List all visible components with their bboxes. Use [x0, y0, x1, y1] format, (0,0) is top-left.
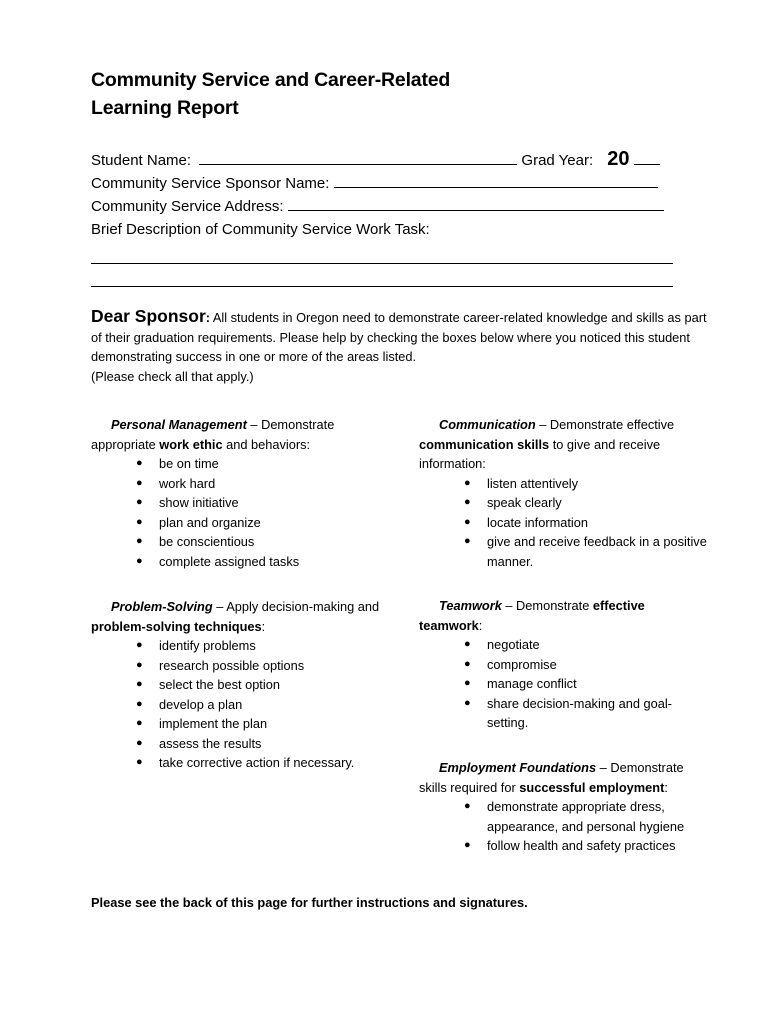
list-item [419, 513, 709, 533]
footer-note: Please see the back of this page for further instructions and signatures. [91, 895, 528, 910]
grad-year-label: Grad Year: [521, 152, 594, 169]
sponsor-instructions [91, 307, 711, 386]
sponsor-name-field[interactable] [334, 172, 658, 188]
list-item-text: plan and organize [159, 514, 261, 530]
grad-year-prefix: 20 [607, 148, 630, 170]
student-name-row [91, 148, 691, 172]
section-title: Problem-Solving [111, 599, 213, 614]
list-item [91, 474, 381, 494]
dear-sponsor-heading: Dear Sponsor [91, 306, 206, 326]
bullet-icon: ● [136, 717, 143, 729]
list-item [419, 836, 709, 856]
bullet-icon: ● [464, 496, 471, 508]
list-item [419, 797, 709, 836]
list-item-text: research possible options [159, 657, 305, 673]
list-item-text: give and receive feedback in a positive manner. [487, 534, 707, 569]
page-title [91, 66, 450, 122]
section-desc: – Demonstrate effective [535, 417, 675, 432]
problem-solving-list [91, 636, 381, 773]
section-title: Communication [439, 417, 536, 432]
list-item [91, 695, 381, 715]
section-desc-end: : [261, 618, 266, 634]
list-item-text: manage conflict [487, 676, 577, 691]
bullet-icon: ● [136, 639, 143, 651]
address-row [91, 195, 691, 218]
communication-heading [419, 415, 709, 474]
list-item [419, 493, 709, 513]
address-label: Community Service Address: [91, 198, 284, 215]
list-item-text: complete assigned tasks [159, 553, 300, 569]
section-desc-end: : [664, 779, 668, 795]
grad-year-field[interactable] [634, 149, 660, 165]
bullet-icon: ● [136, 457, 143, 469]
list-item-text: demonstrate appropriate dress, appearance, and personal hygiene [487, 799, 685, 834]
problem-solving-heading [91, 597, 381, 636]
list-item-text: take corrective action if necessary. [159, 755, 355, 770]
address-field[interactable] [288, 195, 664, 211]
bullet-icon: ● [136, 658, 143, 671]
description-field-line-1[interactable] [91, 241, 673, 264]
section-keyword: effective teamwork [419, 598, 645, 633]
list-item [419, 532, 709, 571]
employment-foundations-heading [419, 758, 709, 797]
bullet-icon: ● [464, 638, 471, 650]
bullet-icon: ● [136, 736, 143, 749]
list-item [419, 655, 709, 675]
section-desc: – Demonstrate [501, 598, 593, 613]
teamwork-list [419, 635, 709, 733]
list-item-text: identify problems [159, 638, 256, 653]
instructions-paragraph [91, 307, 711, 367]
list-item-text: implement the plan [159, 716, 268, 731]
description-row [91, 218, 691, 241]
student-name-field[interactable] [199, 149, 517, 165]
list-item-text: share decision-making and goal-setting. [487, 695, 672, 730]
section-desc-end: and behaviors: [222, 436, 311, 452]
teamwork-heading [419, 596, 709, 635]
communication-list [419, 474, 709, 572]
dear-sponsor-colon: : [205, 310, 211, 325]
bullet-icon: ● [136, 476, 143, 489]
personal-management-heading [91, 415, 381, 454]
section-desc: – Apply decision-making and [212, 599, 380, 614]
list-item [91, 734, 381, 754]
bullet-icon: ● [464, 476, 471, 489]
list-item [91, 454, 381, 474]
title-line-1: Community Service and Career-Related [91, 69, 451, 91]
bullet-icon: ● [136, 678, 143, 690]
student-name-label: Student Name: [91, 152, 192, 169]
personal-management-box [91, 415, 381, 571]
bullet-icon: ● [136, 554, 143, 567]
list-item [91, 675, 381, 695]
description-label: Brief Description of Community Service Work Task: [91, 221, 430, 238]
section-keyword: work ethic [159, 436, 223, 452]
list-item [91, 714, 381, 734]
section-desc: – Demonstrate skills required for [419, 760, 684, 795]
check-all-note: (Please check all that apply.) [91, 368, 254, 384]
list-item [91, 552, 381, 572]
list-item [419, 674, 709, 694]
sponsor-name-label: Community Service Sponsor Name: [91, 175, 330, 192]
communication-box [419, 415, 709, 571]
bullet-icon: ● [464, 696, 471, 709]
section-desc-end: to give and receive information: [419, 436, 661, 471]
section-desc: – Demonstrate appropriate [91, 417, 335, 452]
bullet-icon: ● [136, 515, 143, 528]
bullet-icon: ● [136, 535, 143, 547]
list-item [419, 694, 709, 733]
bullet-icon: ● [464, 839, 471, 851]
list-item [91, 513, 381, 533]
section-title: Employment Foundations [439, 760, 597, 775]
employment-foundations-list [419, 797, 709, 856]
list-item-text: negotiate [487, 637, 540, 652]
employment-foundations-box [419, 758, 709, 856]
list-item [91, 753, 381, 773]
bullet-icon: ● [136, 756, 143, 768]
bullet-icon: ● [464, 535, 471, 547]
list-item-text: develop a plan [159, 696, 243, 712]
personal-management-list [91, 454, 381, 571]
list-item [91, 493, 381, 513]
list-item-text: select the best option [159, 677, 280, 692]
list-item-text: be conscientious [159, 534, 255, 549]
bullet-icon: ● [464, 800, 471, 812]
list-item [91, 656, 381, 676]
student-info-fields [91, 148, 691, 287]
list-item-text: work hard [159, 475, 216, 491]
sponsor-name-row [91, 172, 691, 195]
list-item [419, 474, 709, 494]
bullet-icon: ● [464, 515, 471, 528]
section-keyword: problem-solving techniques [91, 618, 262, 634]
list-item [91, 636, 381, 656]
teamwork-box [419, 596, 709, 733]
description-field-line-2[interactable] [91, 264, 673, 287]
list-item [419, 635, 709, 655]
list-item [91, 532, 381, 552]
list-item-text: be on time [159, 456, 219, 471]
title-line-2: Learning Report [91, 97, 239, 119]
bullet-icon: ● [136, 697, 143, 710]
instructions-text: All students in Oregon need to demonstrate career-related knowledge and skills as part of their graduation requirements. Please help by checking the boxes below where you noticed this student demonstrating success in one or more of the areas listed. [91, 310, 707, 364]
list-item-text: assess the results [159, 735, 262, 751]
bullet-icon: ● [464, 657, 471, 670]
list-item-text: locate information [487, 514, 589, 530]
problem-solving-box [91, 597, 381, 773]
list-item-text: show initiative [159, 495, 239, 510]
list-item-text: listen attentively [487, 475, 579, 491]
section-keyword: communication skills [419, 436, 550, 452]
section-title: Personal Management [111, 417, 247, 432]
section-desc-end: : [478, 617, 483, 633]
section-title: Teamwork [439, 598, 502, 613]
section-keyword: successful employment [519, 779, 665, 795]
bullet-icon: ● [136, 496, 143, 508]
bullet-icon: ● [464, 677, 471, 689]
list-item-text: speak clearly [487, 495, 562, 510]
list-item-text: follow health and safety practices [487, 838, 676, 853]
list-item-text: compromise [487, 656, 557, 672]
